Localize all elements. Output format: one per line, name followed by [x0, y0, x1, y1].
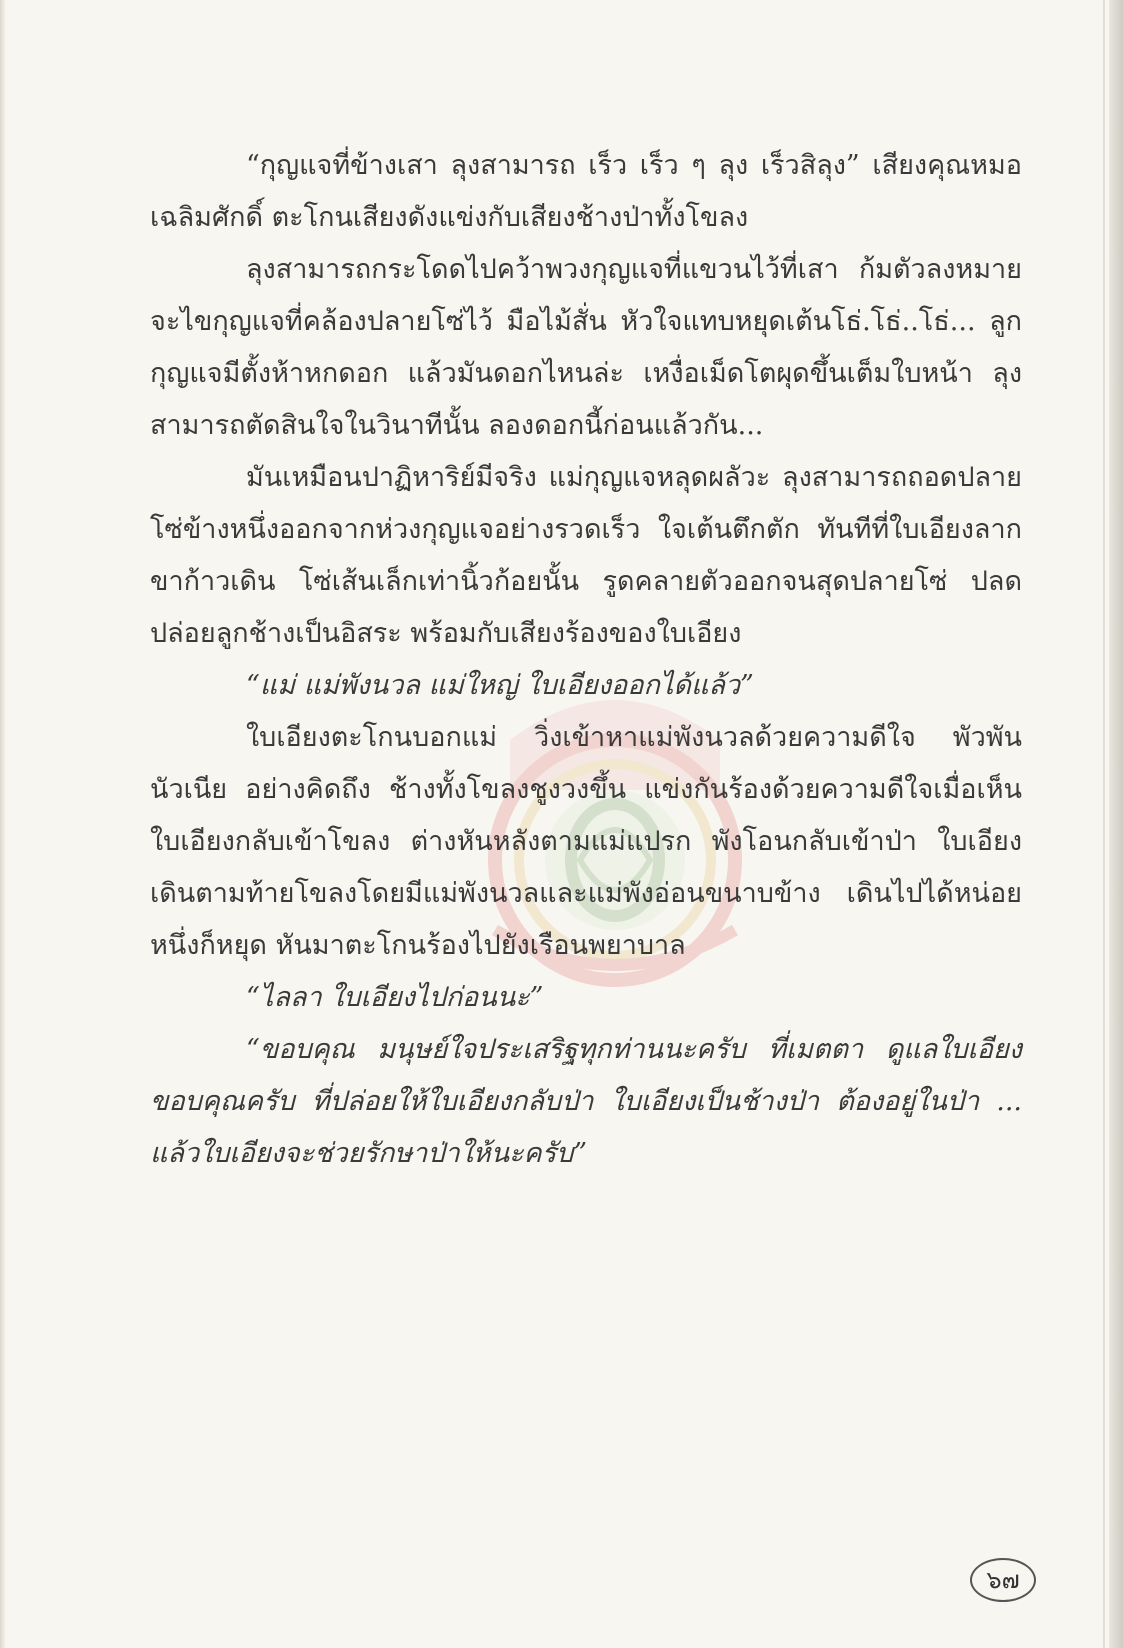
paragraph-2-line-4: สามารถตัดสินใจในวินาทีนั้น ลองดอกนี้ก่อนแล้วกัน... [150, 410, 764, 441]
paragraph-2-line-3: กุญแจมีตั้งห้าหกดอก แล้วมันดอกไหนล่ะ เหงื่อเม็ดโตผุดขึ้นเต็มใบหน้า ลุง [150, 358, 1022, 389]
scan-right-edge-line [1103, 0, 1105, 1648]
paragraph-5-line-1: ใบเอียงตะโกนบอกแม่ วิ่งเข้าหาแม่พังนวลด้วยความดีใจ พัวพัน [246, 722, 1022, 753]
paragraph-3-line-1: มันเหมือนปาฏิหาริย์มีจริง แม่กุญแจหลุดผลัวะ ลุงสามารถถอดปลาย [246, 462, 1022, 493]
page-number: ๖๗ [970, 1558, 1036, 1602]
scan-left-edge [0, 0, 6, 1648]
paragraph-2-line-2: จะไขกุญแจที่คล้องปลายโซ่ไว้ มือไม้สั่น หัวใจแทบหยุดเต้นโธ่.โธ่..โธ่... ลูก [150, 306, 1022, 337]
paragraph-7-line-2: ขอบคุณครับ ที่ปล่อยให้ใบเอียงกลับป่า ใบเอียงเป็นช้างป่า ต้องอยู่ในป่า ... [150, 1086, 1022, 1117]
paragraph-3-line-4: ปล่อยลูกช้างเป็นอิสระ พร้อมกับเสียงร้องของใบเอียง [150, 618, 742, 649]
paragraph-1-line-1: “กุญแจที่ข้างเสา ลุงสามารถ เร็ว เร็ว ๆ ลุง เร็วสิลุง” เสียงคุณหมอ [246, 150, 1022, 181]
paragraph-4-line-1: “แม่ แม่พังนวล แม่ใหญ่ ใบเอียงออกได้แล้ว” [246, 670, 754, 701]
paragraph-7-line-3: แล้วใบเอียงจะช่วยรักษาป่าให้นะครับ” [150, 1138, 588, 1169]
paragraph-7-line-1: “ขอบคุณ มนุษย์ใจประเสริฐทุกท่านนะครับ ที่เมตตา ดูแลใบเอียง [246, 1034, 1022, 1065]
paragraph-2-line-1: ลุงสามารถกระโดดไปคว้าพวงกุญแจที่แขวนไว้ที่เสา ก้มตัวลงหมาย [246, 254, 1022, 285]
body-text [150, 140, 1022, 1180]
paragraph-6-line-1: “ไลลา ใบเอียงไปก่อนนะ” [246, 982, 544, 1013]
paragraph-5-line-2: นัวเนีย อย่างคิดถึง ช้างทั้งโขลงชูงวงขึ้น แข่งกันร้องด้วยความดีใจเมื่อเห็น [150, 774, 1022, 805]
paragraph-3-line-3: ขาก้าวเดิน โซ่เส้นเล็กเท่านิ้วก้อยนั้น รูดคลายตัวออกจนสุดปลายโซ่ ปลด [150, 566, 1022, 597]
scan-right-edge [1109, 0, 1123, 1648]
paragraph-3-line-2: โซ่ข้างหนึ่งออกจากห่วงกุญแจอย่างรวดเร็ว ใจเต้นตึกตัก ทันทีที่ใบเอียงลาก [150, 514, 1022, 545]
paragraph-5-line-5: หนึ่งก็หยุด หันมาตะโกนร้องไปยังเรือนพยาบาล [150, 930, 686, 961]
paragraph-5-line-3: ใบเอียงกลับเข้าโขลง ต่างหันหลังตามแม่แปรก พังโอนกลับเข้าป่า ใบเอียง [150, 826, 1022, 857]
paragraph-5-line-4: เดินตามท้ายโขลงโดยมีแม่พังนวลและแม่พังอ่อนขนาบข้าง เดินไปได้หน่อย [150, 878, 1022, 909]
paragraph-1-line-2: เฉลิมศักดิ์ ตะโกนเสียงดังแข่งกับเสียงช้างป่าทั้งโขลง [150, 202, 749, 233]
